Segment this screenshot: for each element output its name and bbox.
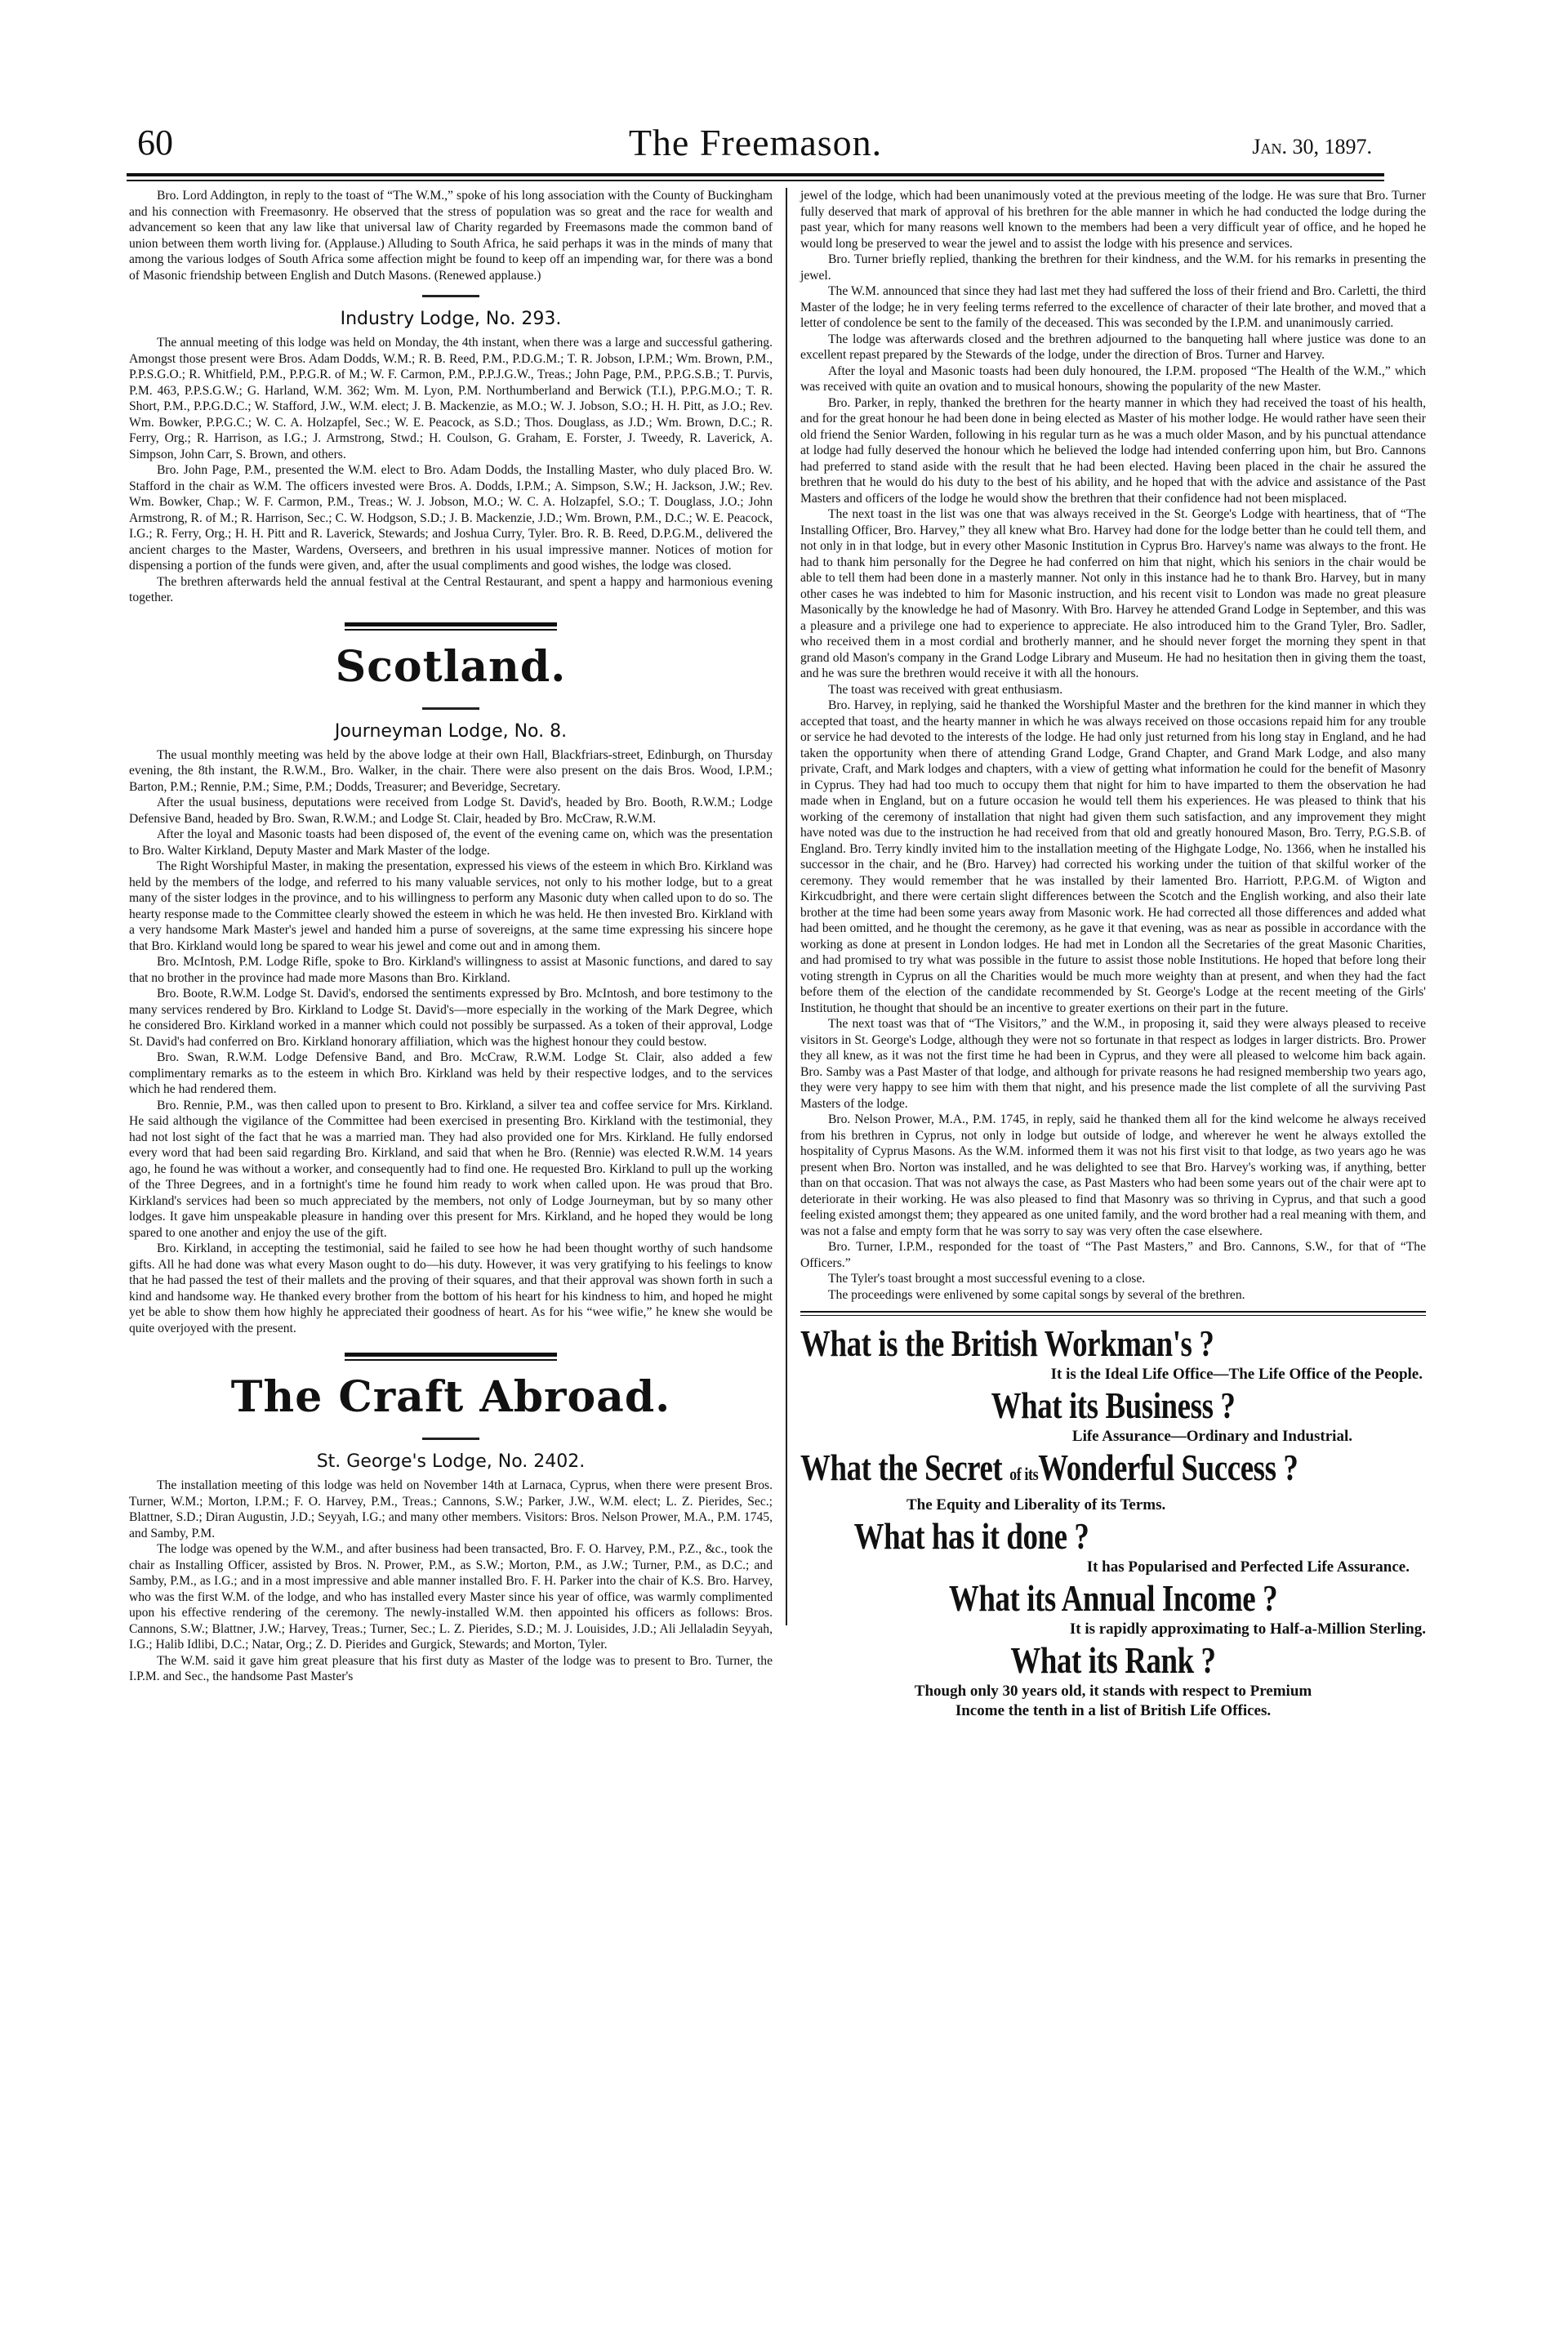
section-divider: [345, 622, 557, 631]
ad-answer: It is rapidly approximating to Half-a-Million Sterling.: [1069, 1620, 1426, 1638]
continued-paragraph: jewel of the lodge, which had been unanimously voted at the previous meeting of the lodge. He was sure that Bro. Turner fully deserved that mark of approval of his brethren for the able manner in which he had conducted the lodge during the past year, which for many reasons well known to the members had been a very difficult year of office, and he hoped he would long be preserved to wear the jewel and to assist the lodge with his presence and services.: [800, 189, 1426, 251]
ad-question-part: Wonderful Success ?: [1038, 1447, 1298, 1488]
ad-question: What its Rank ?: [1010, 1640, 1216, 1681]
paragraph: After the usual business, deputations were received from Lodge St. David's, headed by Bro. Booth, R.W.M.; Lodge Defensive Band, headed by Bro. Swan, R.W.M.; and Lodge St. Clair, headed by Bro. McCraw, R.W.M.: [129, 796, 773, 826]
ad-question: What its Business ?: [991, 1385, 1236, 1426]
issue-date: Jan. 30, 1897.: [1252, 135, 1372, 158]
paragraph: The brethren afterwards held the annual festival at the Central Restaurant, and spent a happy and harmonious evening together.: [129, 574, 773, 604]
ad-answer: Income the tenth in a list of British Life Offices.: [955, 1702, 1272, 1719]
column-divider: [786, 188, 787, 1625]
right-column: [800, 188, 1426, 1721]
paragraph: Bro. Harvey, in replying, said he thanked the Worshipful Master and the brethren for the kind manner in which they accepted that toast, and the hearty manner in which he was always received on those occasions repaid him for any trouble or service he had devoted to the interests of the lodge. He had only just returned from his long stay in England, and he had taken the opportunity when there of attending Grand Lodge, Grand Chapter, and Grand Mark Lodge, and also many private, Craft, and Mark lodges and chapters, with a view of getting what information he could for the benefit of Masonry in Cyprus. They had had too much to occupy them that night for him to have imparted to them the observation he had made when in England, but on a future occasion he would tell them his experiences. He was pleased to think that his working of the ceremony of installation that night had given them such satisfaction, and any improvement they might have noted was due to the instruction he had received from that old and greatly honoured Mason, Bro. Terry, P.G.S.B. of England. Bro. Terry kindly invited him to the installation meeting of the Highgate Lodge, No. 1366, when he installed his successor in the chair, and he (Bro. Harvey) had corrected his working under the tuition of that skilful worker of the ceremony. They would remember that he was installed by their lamented Bro. Harriott, P.P.G.M. of Wigton and Kirkcudbright, and there were certain slight differences between the Scotch and the English working, and also their late brother at the time had been some years away from Masonic work. He had corrected all those differences and added what had been omitted, and he thought the ceremony, as he gave it that evening, was as near as possible in accordance with the working as done at present in London lodges. He had met in London all the Secretaries of the great Masonic Charities, and had promised to try what was possible in the future to assist those noble Institutions. He hoped that before long their voting strength in Cyprus on all the Charities would be much more weighty than at present, and when they had the fact before them of the election of the candidate recommended by St. George's Lodge at the recent meeting of the Girls' Institution, he thought that should be an incentive to greater exertions on their part in the future.: [800, 698, 1426, 1015]
paragraph: The lodge was opened by the W.M., and after business had been transacted, Bro. F. O. Harvey, P.M., P.Z., &c., took the chair as Installing Officer, assisted by Bros. N. Prower, P.M., as S.W.; Morton, P.M., as J.W.; Turner, P.M., as D.C.; and Samby, P.M., as I.G.; and in a most impressive and able manner installed Bro. F. H. Parker into the chair of K.S. Bro. Harvey, who was the first W.M. of the lodge, and who has installed every Master since his year of office, was warmly complimented upon his effective rendering of the ceremony. The newly-installed W.M. then appointed his officers as follows: Bros. Cannons, S.W.; Blattner, J.W.; Harvey, Treas.; Turner, Sec.; L. Z. Pierides, S.D.; M. J. Louisides, J.D.; Ali Jellaladin Seyyah, I.G.; Halib Idlibi, D.C.; Natar, Org.; Z. D. Pierides and Gurgick, Stewards; and Morton, Tyler.: [129, 1542, 773, 1652]
paragraph: Bro. Parker, in reply, thanked the brethren for the hearty manner in which they had received the toast of his health, and for the great honour he had been done in being elected as Master of his mother lodge. He would rather have seen their old friend the Senior Warden, following in his regular turn as he was a much older Mason, and by his punctual attendance at lodge had fully deserved the honour which he believed the lodge had intended conferring upon him, but Bro. Cannons had preferred to stand aside with the result that he had been elected. Having been placed in the chair he assured the brethren that he would do his duty to the best of his ability, and he hoped that with the advice and assistance of the Past Masters and officers of the lodge he would show the brethren that their confidence had not been misplaced.: [800, 395, 1426, 506]
paragraph: After the loyal and Masonic toasts had been duly honoured, the I.P.M. proposed “The Health of the W.M.,” which was received with quite an ovation and to musical honours, showing the popularity of the new Master.: [800, 363, 1426, 394]
paragraph: The toast was received with great enthusiasm.: [828, 682, 1063, 697]
paragraph: Bro. Swan, R.W.M. Lodge Defensive Band, and Bro. McCraw, R.W.M. Lodge St. Clair, also added a few complimentary remarks as to the esteem in which Bro. Kirkland was held by their respective lodges, and to the services which he had rendered them.: [129, 1050, 773, 1096]
ad-question: What its Annual Income ?: [948, 1578, 1278, 1619]
ad-question: What is the British Workman's ?: [800, 1323, 1214, 1364]
paragraph: The installation meeting of this lodge was held on November 14th at Larnaca, Cyprus, when there were present Bros. Turner, W.M.; Morton, I.P.M.; F. O. Harvey, P.M., Treas.; Cannons, S.W.; Parker, J.W., W.M. elect; L. Z. Pierides, Sec.; Blattner, S.D.; Diran Augustin, J.D.; Seyyah, I.G.; and many other members. Visitors: Bros. Nelson Prower, M.A., P.M. 1745, and Samby, P.M.: [129, 1478, 773, 1540]
page-number: 60: [137, 123, 173, 163]
left-column: [129, 188, 773, 1685]
section-divider: [345, 1353, 557, 1361]
ad-answer: Life Assurance—Ordinary and Industrial.: [1071, 1428, 1352, 1445]
paragraph: Bro. Rennie, P.M., was then called upon to present to Bro. Kirkland, a silver tea and coffee service for Mrs. Kirkland. He said although the vigilance of the Committee had been exercised in presenting Bro. Kirkland with the testimonial, they had not lost sight of the fact that he was a married man. They had also provided one for Mrs. Kirkland. He fully endorsed every word that had been said regarding Bro. Kirkland, and said that when he Bro. (Rennie) was elected R.W.M. 14 years ago, he found he was without a worker, and consequently had to find one. He requested Bro. Kirkland to pull up the working of the Three Degrees, and in a fortnight's time he found him ready to work when called upon. He was proud that Bro. Kirkland's services had been so much appreciated by the members, not only of Lodge Journeyman, but by so many other lodges. It gave him unspeakable pleasure in handing over this present for Mrs. Kirkland, and he hoped they would be long spared to one another and enjoy the use of the gift.: [129, 1098, 773, 1240]
section-title-craft-abroad: The Craft Abroad.: [230, 1372, 671, 1422]
ad-answer: Though only 30 years old, it stands with respect to Premium: [914, 1683, 1312, 1700]
columns: [129, 188, 1428, 2279]
advertisement-rule: [800, 1311, 1426, 1316]
ad-question-part: What the Secret: [800, 1447, 1010, 1488]
paragraph: The usual monthly meeting was held by the above lodge at their own Hall, Blackfriars-street, Edinburgh, on Thursday evening, the 8th instant, the R.W.M., Bro. Walker, in the chair. There were also present on the dais Bros. Wood, I.P.M.; Barton, P.M.; Rennie, P.M.; Sime, P.M.; Dodds, Treasurer; and Beveridge, Secretary.: [129, 747, 773, 794]
paragraph: Bro. Nelson Prower, M.A., P.M. 1745, in reply, said he thanked them all for the kind welcome he always received from his brethren in Cyprus, not only in lodge but outside of lodge, and wherever he went he always extolled the hospitality of Cyprus Masons. As the W.M. informed them it was not his first visit to that lodge, as two years ago he was present when Bro. Norton was installed, and he was delighted to see that Bro. Harvey's working was, if anything, better than on that occasion. That was not always the case, as Past Masters who had been some years out of the chair were apt to deteriorate in their working. He was also pleased to find that Masonry was so thriving in Cyprus, and that such a good feeling existed amongst them; they appeared as one united family, and the word brother had a real meaning with them, and was not a false and empty form that he was sorry to say was very often the case elsewhere.: [800, 1112, 1426, 1238]
divider: [422, 707, 479, 710]
opening-paragraph: Bro. Lord Addington, in reply to the toast of “The W.M.,” spoke of his long association with the County of Buckingham and his connection with Freemasonry. He observed that the stress of population was so great and the race for wealth and advancement so keen that any law like that universal law of Charity regarded by Freemasons made the common band of union between them worth living for. (Applause.) Alluding to South Africa, he said perhaps it was in the minds of many that among the various lodges of South Africa some affection might be found to keep off an impending war, for there was a bond of Masonic friendship between English and Dutch Masons. (Renewed applause.): [129, 189, 773, 283]
paragraph: The next toast was that of “The Visitors,” and the W.M., in proposing it, said they were always pleased to receive visitors in St. George's Lodge, although they were not so fortunate in that respect as lodges in larger districts. Bro. Prower they all knew, as it was not the first time he had been in Cyprus, and they were all pleased to welcome him back again. Bro. Samby was a Past Master of that lodge, and although for private reasons he had resigned membership two years ago, they were very happy to see him with them that night, and his presence made the list complete of all the surviving Past Masters of the lodge.: [800, 1017, 1426, 1111]
ad-question-small: of its: [1009, 1464, 1039, 1484]
paragraph: The next toast in the list was one that was always received in the St. George's Lodge with heartiness, that of “The Installing Officer, Bro. Harvey,” they all knew what Bro. Harvey had done for the lodge better than he could tell them, and not only in in that lodge, but in every other Masonic Institution in Cyprus Bro. Harvey's name was always to the front. He had to thank him personally for the Degree he had conferred on him that night, which his seniors in the chair would be able to tell them had been done in a masterly manner. Not only in this instance had he to thank Bro. Harvey, but in many other cases he was indebted to him for Masonic instruction, and his recent visit to London was made no great pleasure Masonically by the knowledge he had of Masonry. With Bro. Harvey he attended Grand Lodge in September, and this was a pleasure and a privilege one had to experience to appreciate. He also introduced him to the Grand Tyler, Bro. Sadler, who received them in a most cordial and brotherly manner, and he should never forget the morning they spent in that grand old Mason's company in the Grand Lodge Library and Museum. He had no hesitation then in giving them the toast, and he was sure the brethren would receive it with all the honours.: [800, 507, 1426, 680]
paragraph: Bro. Kirkland, in accepting the testimonial, said he failed to see how he had been thought worthy of such handsome gifts. All he had done was what every Mason ought to do—his duty. However, it was very gratifying to his feelings to know that he had passed the test of their mallets and the proving of their squares, and that their approval was shown forth in such a kind and handsome way. He thanked every brother from the bottom of his heart for his kindness to him, and hoped he might yet be able to show them how highly he appreciated their goodness of heart. As for his “wee wifie,” he knew she would be quite overjoyed with the present.: [129, 1242, 773, 1335]
ad-answer: The Equity and Liberality of its Terms.: [906, 1496, 1166, 1513]
ad-answer: It is the Ideal Life Office—The Life Office of the People.: [1050, 1366, 1423, 1383]
paragraph: The proceedings were enlivened by some capital songs by several of the brethren.: [828, 1287, 1245, 1302]
masthead-rule: [127, 173, 1384, 181]
journeyman-lodge-heading: Journeyman Lodge, No. 8.: [334, 720, 568, 742]
divider: [422, 295, 479, 297]
ad-question: What has it done ?: [853, 1516, 1089, 1557]
paragraph: The Tyler's toast brought a most successful evening to a close.: [828, 1272, 1146, 1286]
ad-question: [800, 1447, 1313, 1496]
section-title-scotland: Scotland.: [335, 641, 567, 692]
ad-answer: It has Popularised and Perfected Life Assurance.: [1086, 1558, 1410, 1576]
divider: [422, 1438, 479, 1440]
paragraph: After the loyal and Masonic toasts had been disposed of, the event of the evening came on, which was the presentation to Bro. Walter Kirkland, Deputy Master and Mark Master of the lodge.: [129, 827, 773, 858]
paragraph: Bro. Turner briefly replied, thanking the brethren for their kindness, and the W.M. for his remarks in presenting the jewel.: [800, 252, 1426, 283]
industry-lodge-heading: Industry Lodge, No. 293.: [340, 309, 562, 329]
paragraph: Bro. McIntosh, P.M. Lodge Rifle, spoke to Bro. Kirkland's willingness to assist at Masonic functions, and dared to say that no brother in the province had made more Masons than Bro. Kirkland.: [129, 955, 773, 985]
paragraph: The W.M. announced that since they had last met they had suffered the loss of their friend and Bro. Carletti, the third Master of the lodge; he in very feeling terms referred to the excellence of character of their late brother, and moved that a letter of condolence be sent to the family of the deceased. This was seconded by the I.P.M. and unanimously carried.: [800, 284, 1426, 330]
paragraph: Bro. Boote, R.W.M. Lodge St. David's, endorsed the sentiments expressed by Bro. McIntosh, and bore testimony to the many services rendered by Bro. Kirkland to Lodge St. David's—more especially in the working of the Mark Degree, which he considered Bro. Kirkland worked in a manner which could not possibly be surpassed. As a token of their approval, Lodge St. David's had conferred on Bro. Kirkland honorary affiliation, which was the highest honour they could bestow.: [129, 987, 773, 1049]
advertisement: [800, 1322, 1426, 1721]
newspaper-page: [82, 122, 1429, 1719]
paragraph: Bro. John Page, P.M., presented the W.M. elect to Bro. Adam Dodds, the Installing Master, who duly placed Bro. W. Stafford in the chair as W.M. The officers invested were Bros. A. Dodds, I.P.M.; A. Simpson, S.W.; H. Jackson, J.W.; Rev. Wm. Bowker, Chap.; W. F. Carmon, P.M., Treas.; W. J. Jobson, M.O.; W. C. A. Holzapfel, S.O.; T. Douglass, J.O.; John Armstrong, R. of M.; R. Harrison, Sec.; C. W. Hodgson, S.D.; J. B. Mackenzie, J.D.; Wm. Brown, P.M., D.C.; W. E. Peacock, I.G.; R. Ferry, Org.; H. H. Pitt and R. Laverick, Stewards; and Joshua Curry, Tyler. Bro. R. B. Reed, D.P.G.M., delivered the ancient charges to the Master, Wardens, Overseers, and brethren in his usual impressive manner. Notices of motion for dispensing a portion of the funds were given, and, after the usual compliments and good wishes, the lodge was closed.: [129, 463, 773, 573]
paragraph: The Right Worshipful Master, in making the presentation, expressed his views of the esteem in which Bro. Kirkland was held by the members of the lodge, and referred to his many valuable services, not only to his mother lodge, but to a great many of the sister lodges in the province, and to his willingness to perform any Masonic duty when called upon to do so. The hearty response made to the Committee clearly showed the esteem in which he was held. He then invested Bro. Kirkland with a very handsome Mark Master's jewel and handed him a purse of sovereigns, at the same time expressing his sincere hope that Bro. Kirkland would long be spared to wear his jewel and come out and in among them.: [129, 859, 773, 953]
st-georges-lodge-heading: St. George's Lodge, No. 2402.: [316, 1451, 586, 1472]
paragraph: The W.M. said it gave him great pleasure that his first duty as Master of the lodge was to present to Bro. Turner, the I.P.M. and Sec., the handsome Past Master's: [129, 1653, 773, 1683]
paragraph: The annual meeting of this lodge was held on Monday, the 4th instant, when there was a large and successful gathering. Amongst those present were Bros. Adam Dodds, W.M.; R. B. Reed, P.M., P.D.G.M.; T. R. Jobson, I.P.M.; Wm. Brown, P.M., P.P.S.G.O.; R. Whitfield, P.M., P.P.G.R. of M.; W. F. Carmon, P.M., P.P.J.G.W., Treas.; John Page, P.M., P.P.G.S.B.; T. Purvis, P.M. 463, P.P.S.G.W.; G. Harland, W.M. 362; Wm. M. Lyon, P.M. Northumberland and Berwick (T.I.), P.P.G.M.O.; T. R. Short, P.M., P.P.G.D.C.; W. Stafford, J.W., W.M. elect; J. B. Mackenzie, as M.O.; W. J. Jobson, S.O.; H. H. Pitt, as J.O.; Rev. Wm. Bowker, P.P.G.C.; W. C. A. Holzapfel, Sec.; W. E. Peacock, as S.D.; Thos. Douglass, as J.D.; Wm. Brown, D.C.; R. Ferry, Org.; R. Harrison, as I.G.; J. Armstrong, Stwd.; H. Coulson, G. Graham, E. Forster, J. Tweedy, R. Laverick, A. Simpson, John Carr, S. Brown, and others.: [129, 336, 773, 461]
masthead: [82, 123, 1429, 172]
publication-title: The Freemason.: [628, 122, 883, 163]
paragraph: Bro. Turner, I.P.M., responded for the toast of “The Past Masters,” and Bro. Cannons, S.W., for that of “The Officers.”: [800, 1240, 1426, 1270]
paragraph: The lodge was afterwards closed and the brethren adjourned to the banqueting hall where justice was done to an excellent repast prepared by the Stewards of the lodge, under the direction of Bros. Turner and Harvey.: [800, 332, 1426, 362]
